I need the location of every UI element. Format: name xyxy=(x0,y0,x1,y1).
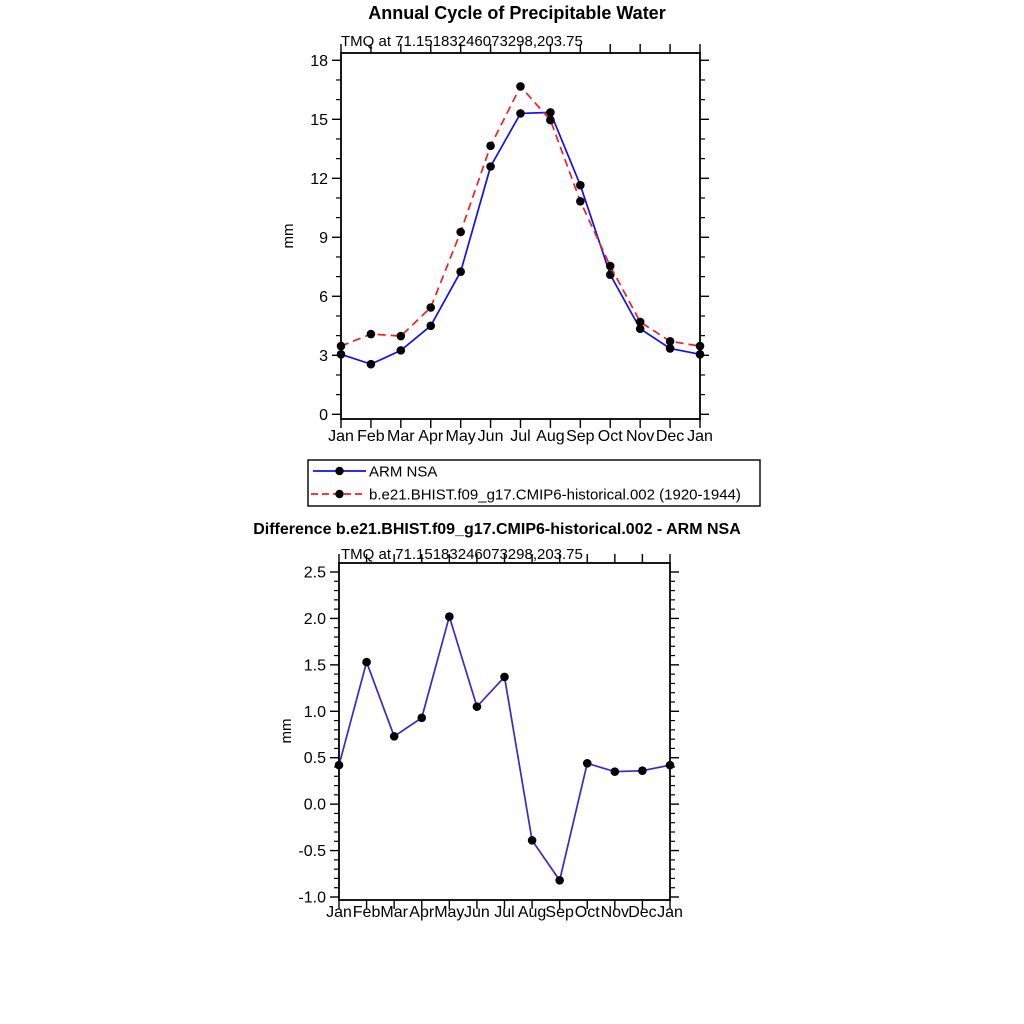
c1-ylabel: mm xyxy=(280,223,297,249)
c1-month-label: Jun xyxy=(477,428,504,445)
c1-month-label: Jul xyxy=(510,428,531,445)
c1-data-marker xyxy=(666,337,675,346)
legend xyxy=(308,460,760,506)
c1-month-label: Oct xyxy=(597,428,623,445)
c2-ytick-label: -0.5 xyxy=(298,843,326,861)
c1-data-marker xyxy=(696,350,705,359)
c1-data-marker xyxy=(636,318,645,327)
c1-month-label: Jan xyxy=(687,428,713,445)
c2-ylabel: mm xyxy=(278,718,295,744)
chart2-axes xyxy=(278,554,683,921)
c2-data-marker xyxy=(473,702,482,711)
c2-month-label: Apr xyxy=(409,904,435,921)
c2-frame xyxy=(339,563,670,900)
c1-month-label: Dec xyxy=(655,428,685,445)
chart2-series xyxy=(335,612,675,884)
c1-data-marker xyxy=(426,303,435,312)
c2-month-label: Sep xyxy=(545,904,574,921)
c1-ytick-label: 6 xyxy=(319,288,328,306)
c2-ytick-label: 0.5 xyxy=(303,750,326,768)
c2-data-marker xyxy=(528,836,537,845)
c2-month-label: Jul xyxy=(494,904,515,921)
c2-ytick-label: 0.0 xyxy=(303,796,326,814)
c2-ytick-label: -1.0 xyxy=(298,889,326,907)
c1-month-label: Nov xyxy=(625,428,655,445)
c1-data-marker xyxy=(397,332,406,341)
c2-month-label: Feb xyxy=(352,904,381,921)
c1-series-line-1 xyxy=(341,86,700,346)
c1-month-label: Aug xyxy=(536,428,565,445)
c1-data-marker xyxy=(486,142,495,151)
c2-month-label: Aug xyxy=(517,904,547,921)
c1-data-marker xyxy=(576,197,585,206)
c1-data-marker xyxy=(456,228,465,237)
c2-month-label: Jun xyxy=(464,904,490,921)
c1-month-label: Sep xyxy=(566,428,595,445)
c2-month-label: Oct xyxy=(574,904,600,921)
legend-marker-model xyxy=(335,490,343,498)
c1-ytick-label: 9 xyxy=(319,229,328,247)
c1-month-label: Jan xyxy=(328,428,354,445)
c2-ytick-label: 2.5 xyxy=(303,564,326,582)
c2-data-marker xyxy=(583,759,592,768)
c2-data-marker xyxy=(417,713,426,722)
c2-data-marker xyxy=(666,761,675,770)
c1-data-marker xyxy=(456,267,465,276)
c1-frame xyxy=(341,53,700,419)
c2-month-label: Jan xyxy=(657,904,683,921)
c1-ytick-label: 18 xyxy=(310,52,328,70)
c1-data-marker xyxy=(337,350,346,359)
legend-label-arm-nsa: ARM NSA xyxy=(369,463,438,481)
c2-data-marker xyxy=(335,761,344,770)
c1-ytick-label: 12 xyxy=(310,170,328,188)
c1-month-label: Feb xyxy=(357,428,385,445)
c1-data-marker xyxy=(546,116,555,125)
c1-data-marker xyxy=(576,181,585,190)
c2-ytick-label: 1.0 xyxy=(303,703,326,721)
c1-ytick-label: 15 xyxy=(310,111,328,129)
chart1-axes xyxy=(280,44,713,445)
c2-data-marker xyxy=(362,658,371,667)
c1-month-label: May xyxy=(445,428,476,445)
c1-data-marker xyxy=(516,82,525,91)
c2-month-label: Jan xyxy=(326,904,352,921)
c2-series-line-0 xyxy=(339,617,670,881)
legend-marker-arm-nsa xyxy=(335,467,343,475)
c2-month-label: Dec xyxy=(628,904,657,921)
c2-data-marker xyxy=(500,673,509,682)
c2-data-marker xyxy=(638,766,647,775)
c1-data-marker xyxy=(337,342,346,351)
c1-data-marker xyxy=(696,342,705,351)
c1-data-marker xyxy=(606,262,615,271)
chart1-series xyxy=(337,82,705,368)
legend-label-model: b.e21.BHIST.f09_g17.CMIP6-historical.002 (1920-1944) xyxy=(369,486,741,504)
c1-ytick-label: 0 xyxy=(319,406,328,424)
c1-data-marker xyxy=(516,109,525,118)
c1-data-marker xyxy=(397,346,406,355)
chart2-subtitle: TMQ at 71.15183246073298,203.75 xyxy=(341,546,583,563)
c1-ytick-label: 3 xyxy=(319,347,328,365)
c1-data-marker xyxy=(486,162,495,171)
c1-month-label: Apr xyxy=(418,428,444,445)
c2-month-label: May xyxy=(434,904,465,921)
chart1-title: Annual Cycle of Precipitable Water xyxy=(368,3,666,23)
c1-data-marker xyxy=(367,330,376,339)
chart1-subtitle: TMQ at 71.15183246073298,203.75 xyxy=(341,33,583,50)
chart2-title: Difference b.e21.BHIST.f09_g17.CMIP6-historical.002 - ARM NSA xyxy=(253,521,741,538)
c2-month-label: Mar xyxy=(380,904,408,921)
c1-data-marker xyxy=(367,360,376,369)
c2-ytick-label: 2.0 xyxy=(303,610,326,628)
c2-month-label: Nov xyxy=(600,904,630,921)
c2-data-marker xyxy=(445,612,454,621)
c2-data-marker xyxy=(555,876,564,885)
c1-data-marker xyxy=(426,322,435,331)
c2-data-marker xyxy=(611,767,620,776)
c1-month-label: Mar xyxy=(387,428,415,445)
c2-ytick-label: 1.5 xyxy=(303,657,326,675)
c2-data-marker xyxy=(390,732,399,741)
